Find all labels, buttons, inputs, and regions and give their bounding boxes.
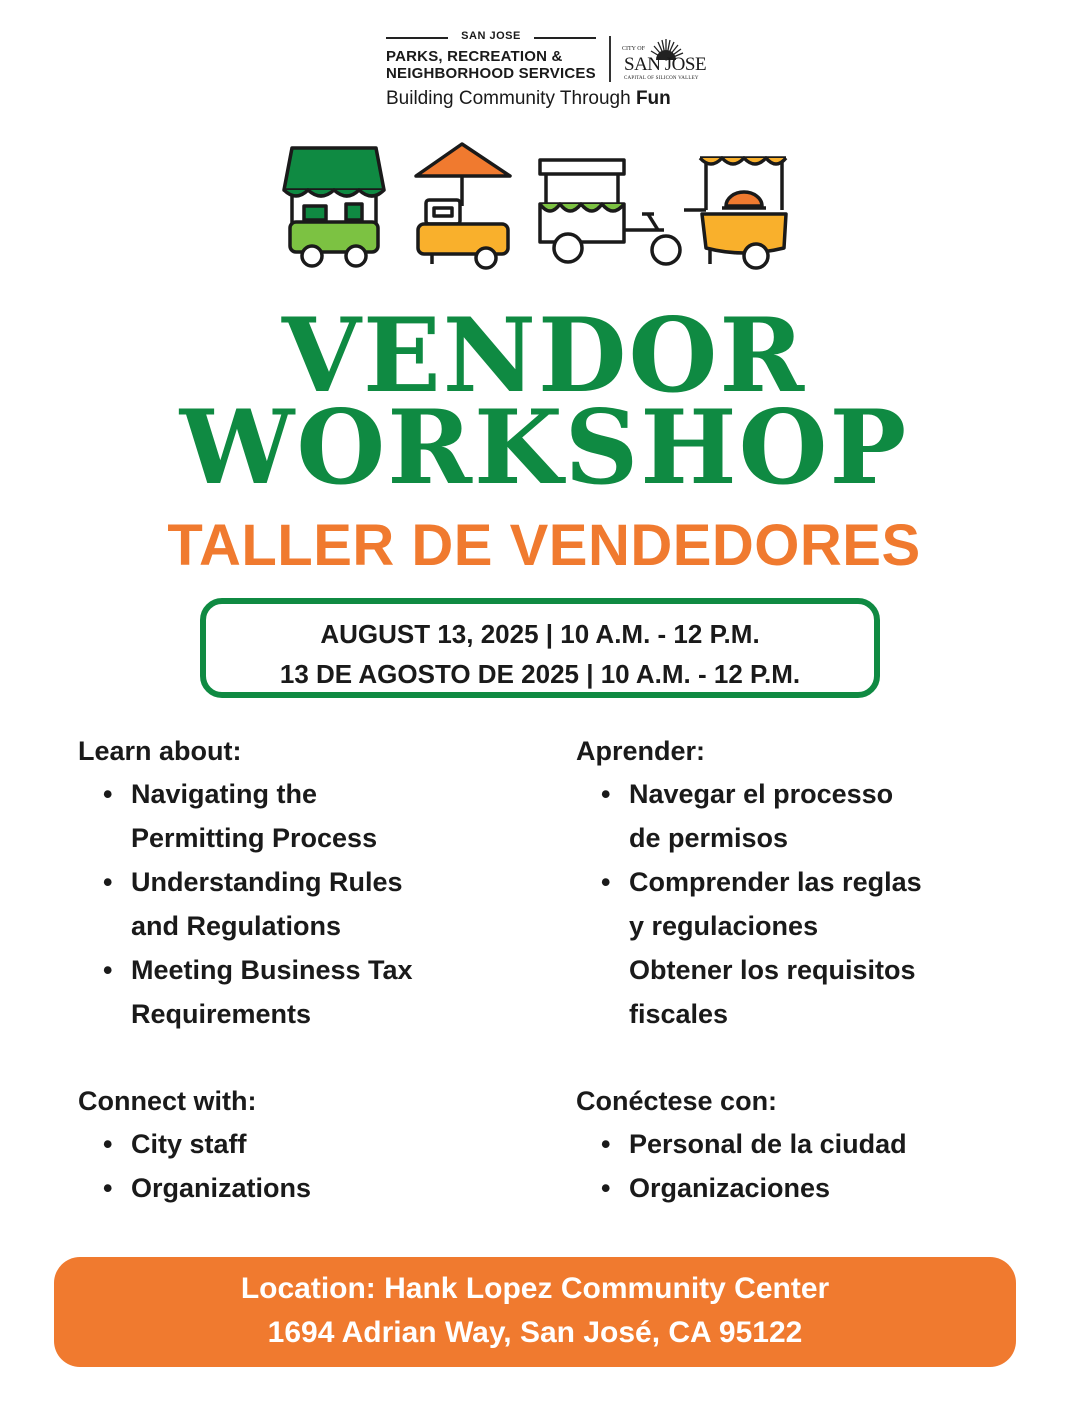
date-box (200, 598, 880, 698)
learn-list (78, 772, 498, 1036)
spanish-column (576, 730, 996, 1210)
list-item: • Meeting Business Tax Requirements (103, 955, 413, 1029)
umbrella-cart-icon (416, 144, 510, 268)
department-line-2: NEIGHBORHOOD SERVICES (386, 65, 596, 82)
location-name: Location: Hank Lopez Community Center (240, 1272, 830, 1305)
aprender-heading: Aprender: (576, 736, 706, 766)
food-dome-cart-icon (684, 158, 786, 268)
list-item: • Understanding Rules and Regulations (103, 867, 403, 941)
city-seal-logo (620, 32, 710, 88)
logo-divider (609, 36, 611, 82)
city-of-text: CITY OF (622, 46, 645, 52)
list-item: • Organizaciones (601, 1173, 831, 1203)
english-column (78, 730, 498, 1210)
list-item: • Navegar el processo de permisos (601, 779, 894, 853)
title-vendor: VENDOR (281, 296, 807, 416)
tagline (386, 88, 671, 110)
department-line-1: PARKS, RECREATION & (386, 48, 563, 65)
list-item: • Comprender las reglas y regulaciones (601, 867, 922, 941)
bike-cart-icon (540, 160, 680, 264)
conectese-list (576, 1122, 996, 1210)
city-name: SAN JOSE (624, 54, 707, 75)
header-logo (0, 28, 1088, 118)
location-banner (54, 1257, 1016, 1367)
connect-heading: Connect with: (78, 1086, 257, 1116)
list-item: • Organizations (103, 1173, 312, 1203)
date-english: AUGUST 13, 2025 | 10 A.M. - 12 P.M. (320, 619, 760, 649)
location-address: 1694 Adrian Way, San José, CA 95122 (267, 1316, 803, 1349)
title-workshop: WORKSHOP (179, 388, 909, 508)
tagline-bold: Fun (635, 88, 671, 109)
org-top-text: SAN JOSE (461, 30, 521, 42)
list-item: • Navigating the Permitting Process (103, 779, 378, 853)
learn-heading: Learn about: (78, 736, 242, 766)
org-top (386, 30, 596, 46)
connect-list (78, 1122, 498, 1210)
list-item: Obtener los requisitos fiscales (629, 955, 916, 1029)
city-tagline: CAPITAL OF SILICON VALLEY (624, 76, 699, 81)
vendor-carts-illustration (280, 140, 800, 275)
department-name (386, 48, 606, 82)
aprender-list (576, 772, 996, 1036)
tagline-main: Building Community Through (386, 88, 631, 109)
conectese-heading: Conéctese con: (576, 1086, 778, 1116)
list-item: • City staff (103, 1129, 247, 1159)
list-item: • Personal de la ciudad (601, 1129, 907, 1159)
green-awning-cart-icon (284, 148, 384, 266)
date-spanish: 13 DE AGOSTO DE 2025 | 10 A.M. - 12 P.M. (279, 659, 801, 689)
subtitle-spanish: TALLER DE VENDEDORES (167, 513, 921, 578)
